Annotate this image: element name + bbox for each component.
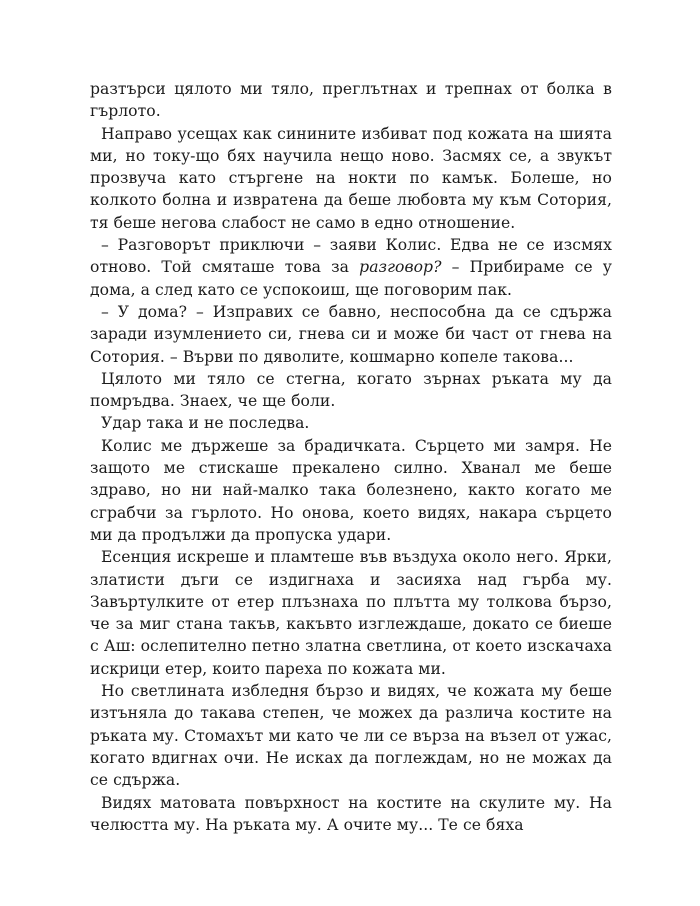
book-page-text xyxy=(90,78,612,836)
paragraph-4: – У дома? – Изправих се бавно, неспособна да се сдържа заради изумлението си, гнева си и може би част от гнева на Сотория. – Върви по дяволите, кошмарно копеле такова... xyxy=(90,302,612,366)
paragraph-7: Колис ме държеше за брадичката. Сърцето ми замря. Не защото ме стискаше прекалено силно. Хванал ме беше здраво, но ни най-малко така болезнено, както когато ме сграбчи за гърлото. Но онова, което видях, накара сърцето ми да продължи да пропуска удари. xyxy=(90,436,612,544)
paragraph-2: Направо усещах как синините избиват под кожата на шията ми, но току-що бях научила нещо ново. Засмях се, а звукът прозвуча като стъргене на нокти по камък. Болеше, но колкото болна и извратена да беше любовта му към Сотория, тя беше негова слабост не само в едно отношение. xyxy=(90,124,612,232)
paragraph-3 xyxy=(90,234,612,301)
paragraph-1: разтърси цялото ми тяло, преглътнах и трепнах от болка в гърлото. xyxy=(90,80,612,121)
paragraph-5: Цялото ми тяло се стегна, когато зърнах ръката му да помръдва. Знаех, че ще боли. xyxy=(90,369,612,411)
paragraph-8: Есенция искреше и пламтеше във въздуха около него. Ярки, златисти дъги се издигнаха и засияха над гърба му. Завъртулките от етер плъзнаха по плътта му толкова бързо, че за миг стана такъв, какъвто изглеждаше, докато се биеше с Аш: ослепително петно златна светлина, от което изскачаха искрици етер, които пареха по кожата ми. xyxy=(90,548,612,678)
paragraph-3-text-before: – Разговорът приключи – заяви Колис. Едва не се изсмях отново. Той смяташе това за xyxy=(90,236,612,277)
paragraph-3-emphasis: разговор? xyxy=(359,258,442,277)
paragraph-3-text-after: – Прибираме се у дома, а след като се успокоиш, ще поговорим пак. xyxy=(90,258,612,299)
paragraph-6: Удар така и не последва. xyxy=(101,414,310,433)
paragraph-9: Но светлината избледня бързо и видях, че кожата му беше изтъняла до такава степен, че можех да различа костите на ръката му. Стомахът ми като че ли се върза на възел от ужас, когато вдигнах очи. Не исках да поглеждам, но не можах да се сдържа. xyxy=(90,682,612,790)
paragraph-10: Видях матовата повърхност на костите на скулите му. На челюстта му. На ръката му. А очите му... Те се бяха xyxy=(90,793,612,834)
